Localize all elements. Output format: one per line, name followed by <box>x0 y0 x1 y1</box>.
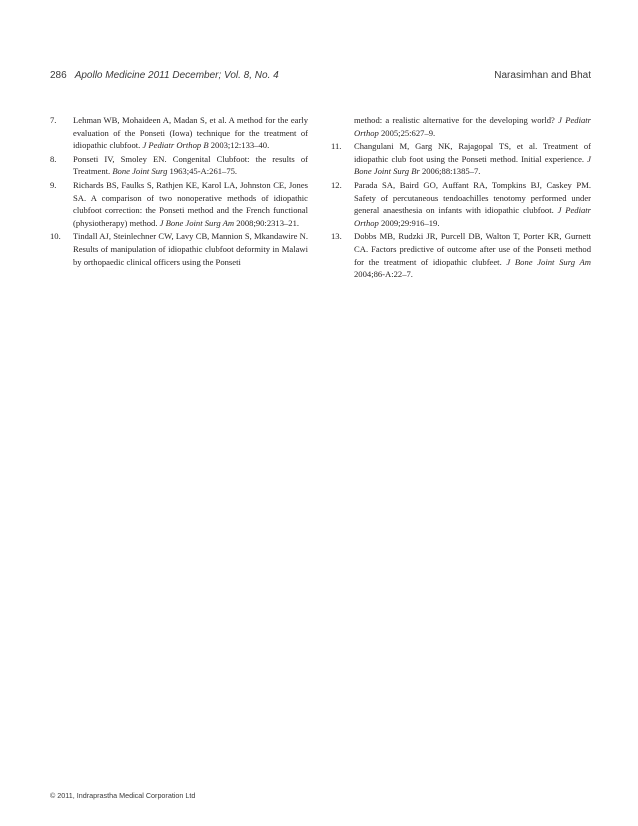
page-header <box>50 70 591 86</box>
reference-7 <box>50 114 308 152</box>
reference-journal: Bone Joint Surg <box>112 166 168 177</box>
reference-journal: J Pediatr Orthop <box>354 115 591 138</box>
reference-8 <box>50 153 308 178</box>
reference-10 <box>50 230 308 268</box>
reference-text: method: a realistic alternative for the developing world? <box>354 115 559 125</box>
reference-12 <box>331 179 591 229</box>
reference-details: 2009;29:916–19. <box>378 217 440 228</box>
reference-number: 8. <box>50 153 57 164</box>
reference-journal: J Pediatr Orthop B <box>142 140 209 151</box>
reference-text: Lehman WB, Mohaideen A, Madan S, et al. A method for the early evaluation of the Ponseti (Iowa) technique for the treatment of idiopathic clubfoot. <box>73 115 308 151</box>
reference-text: Tindall AJ, Steinlechner CW, Lavy CB, Mannion S, Mkandawire N. Results of manipulation of idiopathic clubfoot deformity in Malawi by orthopaedic clinical officers using the Ponseti <box>73 231 308 267</box>
reference-details: 2006;88:1385–7. <box>419 166 481 177</box>
reference-number: 11. <box>331 141 342 152</box>
reference-journal: J Bone Joint Surg Br <box>354 153 591 177</box>
reference-details: 2008;90:2313–21. <box>234 217 300 228</box>
reference-text: Parada SA, Baird GO, Auffant RA, Tompkins BJ, Caskey PM. Safety of percutaneous tendoachilles tenotomy performed under general anaesthesia on infants with idiopathic clubfoot. <box>354 179 591 216</box>
reference-9 <box>50 179 308 229</box>
running-authors: Narasimhan and Bhat <box>494 70 591 81</box>
reference-text: Richards BS, Faulks S, Rathjen KE, Karol LA, Johnston CE, Jones SA. A comparison of two nonoperative methods of idiopathic clubfoot correction: the Ponseti method and the French functional (physiotherapy) method. <box>73 179 308 228</box>
reference-number: 9. <box>50 179 57 190</box>
reference-number: 12. <box>331 179 342 190</box>
reference-number: 10. <box>50 231 61 242</box>
reference-text: Ponseti IV, Smoley EN. Congenital Clubfoot: the results of Treatment. <box>73 153 308 177</box>
reference-number: 7. <box>50 115 57 125</box>
reference-details: 1963;45-A:261–75. <box>167 166 238 177</box>
reference-journal: J Pediatr Orthop <box>354 205 591 228</box>
journal-citation: Apollo Medicine 2011 December; Vol. 8, No. 4 <box>74 70 279 81</box>
reference-13 <box>331 230 591 280</box>
reference-details: 2004;86-A:22–7. <box>354 269 413 280</box>
reference-journal: J Bone Joint Surg Am <box>159 217 235 228</box>
page-number: 286 <box>50 70 67 81</box>
reference-11 <box>331 140 591 178</box>
reference-journal: J Bone Joint Surg Am <box>506 256 591 267</box>
reference-text: Dobbs MB, Rudzki JR, Purcell DB, Walton T, Porter KR, Gurnett CA. Factors predictive of outcome after use of the Ponseti method for the treatment of idiopathic clubfeet. <box>354 231 591 267</box>
copyright-footer: © 2011, Indraprastha Medical Corporation Ltd <box>50 791 196 800</box>
header-left <box>50 70 279 81</box>
references-right-column <box>331 114 591 282</box>
reference-details: 2003;12:133–40. <box>208 140 270 151</box>
reference-number: 13. <box>331 231 342 242</box>
reference-text: Changulani M, Garg NK, Rajagopal TS, et al. Treatment of idiopathic club foot using the Ponseti method. Initial experience. <box>354 141 591 164</box>
reference-details: 2005;25:627–9. <box>378 127 436 138</box>
reference-10-continued <box>331 114 591 139</box>
references-left-column <box>50 114 308 269</box>
